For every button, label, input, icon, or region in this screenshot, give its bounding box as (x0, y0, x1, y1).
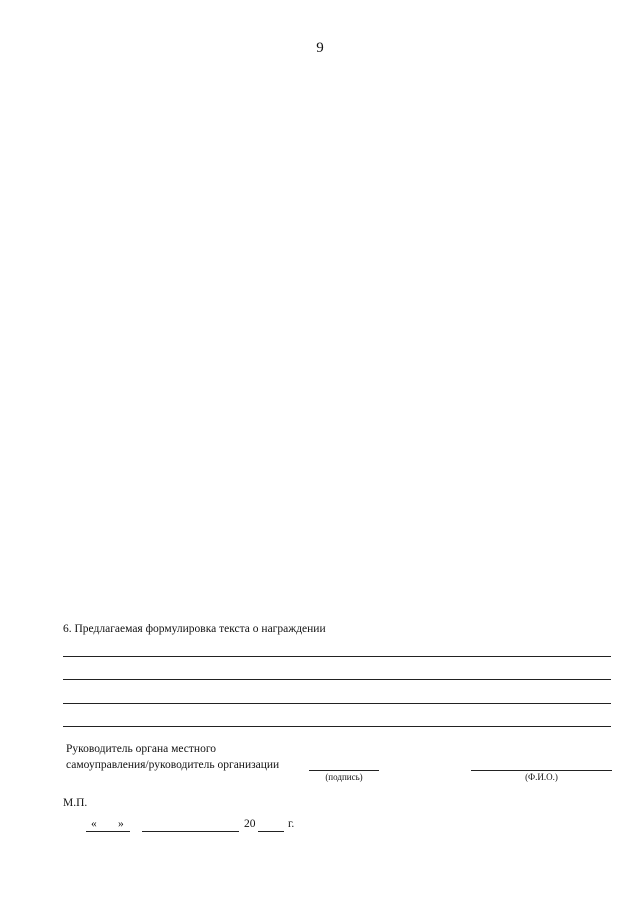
seal-place-label: М.П. (63, 797, 88, 809)
date-line (0, 818, 640, 836)
section-6-title: 6. Предлагаемая формулировка текста о награждении (63, 623, 326, 635)
month-blank (142, 831, 239, 832)
signer-title-line-1: Руководитель органа местного (66, 743, 216, 755)
signature-caption: (подпись) (325, 772, 363, 782)
year-prefix: 20 (244, 818, 256, 830)
answer-line-4 (63, 726, 611, 727)
signature-line (309, 770, 379, 771)
day-close-quote: » (118, 818, 124, 830)
year-blank (258, 831, 284, 832)
answer-line-2 (63, 679, 611, 680)
day-open-quote: « (91, 818, 97, 830)
full-name-line (471, 770, 612, 771)
signer-title-line-2: самоуправления/руководитель организации (66, 759, 280, 771)
day-blank (86, 831, 130, 832)
full-name-caption: (Ф.И.О.) (525, 772, 558, 782)
answer-line-3 (63, 703, 611, 704)
answer-line-1 (63, 656, 611, 657)
page-number: 9 (316, 40, 324, 56)
year-suffix: г. (288, 818, 295, 830)
